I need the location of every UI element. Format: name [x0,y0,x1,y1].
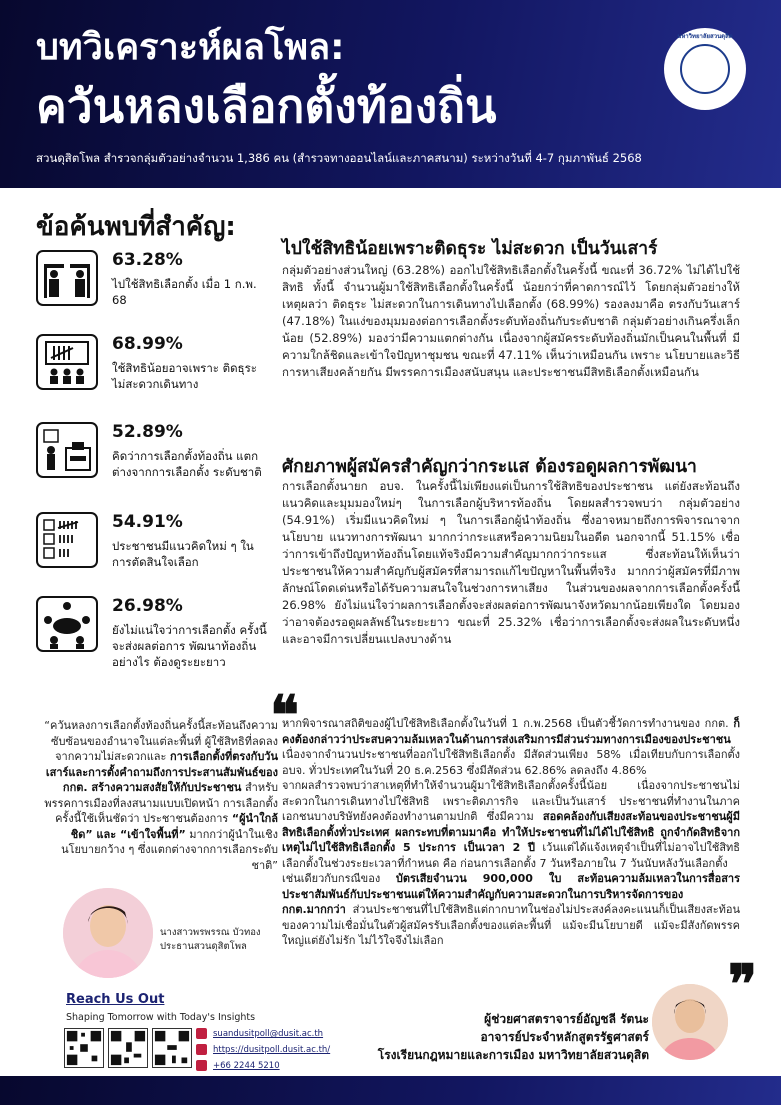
quote-right-text: จากผลสำรวจพบว่าสาเหตุที่ทำให้จำนวนผู้มาใช้สิทธิเลือกตั้งครั้งนี้น้อย เนื่องจากประชาชนไม่สะดวกในการเดินทางไปใช้สิทธิ เพราะติดภารกิจ และเป็นวันเสาร์ ประชาชนที่ทำงานในภาคเอกชนบางบริษัทยังคงต้องทำงานตามปกติ ซึ่งมีความ [282,779,740,823]
section-2-title: ศักยภาพผู้สมัครสำคัญกว่ากระแส ต้องรอดูผลการพัฒนา [282,457,697,477]
quote-left-emphasis: “ผู้นำใกล้ชิด” และ “เข้าใจพื้นที่” [70,812,278,841]
reach-tagline: Shaping Tomorrow with Today's Insights [66,1012,256,1023]
finding-pct: 52.89% [112,422,183,442]
logo-text: มหาวิทยาลัยสวนดุสิต [677,33,733,40]
qr-code-icon[interactable] [108,1028,148,1068]
person-portrait-icon [652,984,728,1060]
quote-right-text: เช่นเดียวกับกรณีของ [282,872,381,885]
section-2-body: การเลือกตั้งนายก อบจ. ในครั้งนี้ไม่เพียงแต่เป็นการใช้สิทธิของประชาชน แต่ยังสะท้อนถึง แนวคิดและมุมมองใหม่ๆ ในการเลือกผู้บริหารท้องถิ่น โดยผลสำรวจพบว่า กลุ่มตัวอย่าง (54.91%) เริ่มมีแนวคิดใหม่ ๆ ในการเลือกผู้นำท้องถิ่น ซึ่งอาจหมายถึงการพิจารณาจากนโยบาย แนวทางการพัฒนา มากกว่ากระแสหรือความนิยมในอดีต นอกจากนี้ 51.15% เชื่อว่าการเข้าถึงปัญหาท้องถิ่นโดยแท้จริงมีความสำคัญมากกว่ากระแส ซึ่งสะท้อนให้เห็นว่าประชาชนให้ความสำคัญกับผู้สมัครที่สามารถแก้ไขปัญหาในพื้นที่จริง มากกว่าผู้สมัครที่มีภาพลักษณ์โดดเด่นหรือได้รับความสนใจในช่วงการหาเสียง ในส่วนของผลจากการเลือกตั้งครั้งนี้ 26.98% ยังไม่แน่ใจว่าผลการเลือกตั้งจะส่งผลต่อการพัฒนาจังหวัดมากน้อยเพียงใด โดยมองว่าอาจต้องรอดูผลลัพธ์ในระยะยาว ขณะที่ 25.32% เชื่อว่าการเลือกตั้งจะส่งผลในระดับหนึ่ง และอาจมีการเปลี่ยนแปลงบางด้าน [282,479,740,646]
university-logo [664,28,746,110]
phone-text[interactable]: +66 2244 5210 [213,1061,280,1071]
speaker-photo [63,888,153,978]
reach-title[interactable]: Reach Us Out [66,992,165,1007]
quote-right-text: เนื่องจากจำนวนประชาชนที่ออกไปใช้สิทธิเลือกตั้ง มีสัดส่วนเพียง 58% เมื่อเทียบกับการเลือกตั้ง อบจ. ทั่วประเทศในวันที่ 20 ธ.ค.2563 ซึ่งมีสัดส่วน 62.86% ลดลงถึง 4.86% [282,748,740,777]
speaker-role: ประธานสวนดุสิตโพล [160,941,247,952]
email-icon [196,1028,207,1039]
title-line-2: ควันหลงเลือกตั้งท้องถิ่น [36,79,497,133]
quote-right-text: ส่วนประชาชนที่ไปใช้สิทธิแต่กากบาทในช่องไม่ประสงค์ลงคะแนนก็เป็นเสียงสะท้อนของความไม่เชื่อมั่นในตัวผู้สมัครรับเลือกตั้งของแต่ละพื้นที่ แม้จะมีนโยบายดี แม้จะมีสังกัดพรรคใหญ่แต่ยังไม่รัก ไม่ไว้ใจจึงไม่เลือก [282,903,740,947]
quote-left-text: สำหรับพรรคการเมืองที่ลงสนามแบบเปิดหน้า การเลือกตั้งครั้งนี้ใช้เห็นชัดว่า ประชาชนต้องการ [44,781,278,825]
survey-subtitle: สวนดุสิตโพล สำรวจกลุ่มตัวอย่างจำนวน 1,386 คน (สำรวจทางออนไลน์และภาคสนาม) ระหว่างวันที่ 4-7 กุมภาพันธ์ 2568 [36,151,642,165]
finding-pct: 54.91% [112,512,183,532]
tally-board-icon [36,334,98,390]
quote-right [282,716,740,949]
finding-desc: ไปใช้สิทธิเลือกตั้ง เมื่อ 1 ก.พ. 68 [112,277,257,307]
header-banner [0,0,781,188]
finding-pct: 26.98% [112,596,183,616]
finding-desc: คิดว่าการเลือกตั้งท้องถิ่น แตกต่างจากการเลือกตั้ง ระดับชาติ [112,449,262,479]
author-block [378,1010,649,1064]
quote-right-text: หากพิจารณาสถิติของผู้ไปใช้สิทธิเลือกตั้งในวันที่ 1 ก.พ.2568 เป็นตัวชี้วัดการทำงานของ กกต. [282,717,729,730]
email-text[interactable]: suandusitpoll@dusit.ac.th [213,1029,324,1039]
candidate-tally-icon [36,512,98,568]
open-quote-icon: ❝ [270,683,300,747]
finding-desc: ยังไม่แน่ใจว่าการเลือกตั้ง ครั้งนี้จะส่งผลต่อการ พัฒนาท้องถิ่นอย่างไร ต้องดูระยะยาว [112,623,267,669]
quote-left [36,718,278,873]
section-1-title: ไปใช้สิทธิน้อยเพราะติดธุระ ไม่สะดวก เป็นวันเสาร์ [282,239,658,259]
qr-code-icon[interactable] [64,1028,104,1068]
speaker-caption [160,926,261,954]
quote-right-text: เว้นแต่ได้แจ้งเหตุจำเป็นที่ไม่อาจไปใช้สิทธิเลือกตั้งในช่วงระยะเวลาที่กำหนด คือ ก่อนการเลือกตั้ง 7 วันหรือภายใน 7 วันนับหลังวันเลือกตั้ง [282,841,740,870]
quote-left-emphasis: การเลือกตั้งที่ตรงกับวันเสาร์และการตั้งคำถามถึงการประสานสัมพันธ์ของ กกต. สร้างความสงสัยให้กับประชาชน [45,750,278,794]
quote-right-emphasis: สอดคล้องกับเสียงสะท้อนของประชาชนผู้มีสิทธิเลือกตั้งทั่วประเทศ ผลกระทบที่ตามมาคือ ทำให้ประชาชนที่ไม่ได้ไปใช้สิทธิ ถูกจำกัดสิทธิจากเหตุไม่ไปใช้สิทธิเลือกตั้ง 5 ประการ เป็นเวลา 2 ปี [282,810,740,854]
finding-pct: 63.28% [112,250,183,270]
globe-icon [196,1044,207,1055]
footer-band [0,1076,781,1105]
ballot-box-icon [36,422,98,478]
phone-icon [196,1060,207,1071]
findings-title: ข้อค้นพบที่สำคัญ: [36,212,236,242]
close-quote-icon: ❞ [728,952,758,1016]
person-portrait-icon [63,888,153,978]
voting-booth-icon [36,250,98,306]
quote-right-emphasis: บัตรเสียจำนวน 900,000 ใบ สะท้อนความล้มเหลวในการสื่อสาร ประชาสัมพันธ์กับประชาชนแต่ให้ความสำคัญกับความสะดวกในการบริหารจัดการของ กกต.มากกว่า [282,872,740,916]
author-affiliation: โรงเรียนกฎหมายและการเมือง มหาวิทยาลัยสวนดุสิต [377,1048,649,1062]
section-1-body: กลุ่มตัวอย่างส่วนใหญ่ (63.28%) ออกไปใช้สิทธิเลือกตั้งในครั้งนี้ ขณะที่ 36.72% ไม่ได้ไปใช้สิทธิ ทั้งนี้ จำนวนผู้มาใช้สิทธิเลือกตั้งในครั้งนี้ น้อยกว่าที่คาดการณ์ไว้ โดยกลุ่มตัวอย่างให้เหตุผลว่า ติดธุระ ไม่สะดวกในการเดินทางไปเลือกตั้ง (68.99%) รองลงมาคือ ตรงกับวันเสาร์ (47.18%) ในแง่ของมุมมองต่อการเลือกตั้งระดับท้องถิ่นกับระดับชาติ กลุ่มตัวอย่างเกินครึ่งเล็กน้อย (52.89%) มองว่ามีความแตกต่างกัน เนื่องจากผู้สมัครระดับท้องถิ่นมักเป็นคนในพื้นที่ มีความใกล้ชิดและเข้าใจปัญหาชุมชน ขณะที่ 47.11% เห็นว่าเหมือนกัน เพราะ นโยบายและวิธีการหาเสียงคล้ายกัน มีพรรคการเมืองสนับสนุน และประชาชนมีสิทธิเลือกตั้งเหมือนกัน [282,263,740,379]
meeting-table-icon [36,596,98,652]
quote-left-text: มากกว่าผู้นำในเชิงนโยบายกว้าง ๆ ซึ่งแตกต่างจากการเลือกระดับชาติ” [61,827,278,872]
qr-code-icon[interactable] [152,1028,192,1068]
contact-phone[interactable] [196,1060,280,1071]
quote-right-emphasis: ก็คงต้องกล่าวว่าประสบความล้มเหลวในด้านการส่งเสริมการมีส่วนร่วมทางการเมืองของประชาชน [282,717,740,746]
finding-desc: ใช้สิทธิน้อยอาจเพราะ ติดธุระ ไม่สะดวกเดินทาง [112,361,257,391]
website-text[interactable]: https://dusitpoll.dusit.ac.th/ [213,1045,331,1055]
finding-desc: ประชาชนมีแนวคิดใหม่ ๆ ในการตัดสินใจเลือก [112,539,254,569]
contact-email[interactable] [196,1028,323,1039]
author-position: อาจารย์ประจำหลักสูตรรัฐศาสตร์ [480,1030,649,1044]
author-photo [652,984,728,1060]
title-line-1: บทวิเคราะห์ผลโพล: [36,27,345,68]
author-name: ผู้ช่วยศาสตราจารย์อัญชลี รัตนะ [484,1012,649,1026]
logo-emblem-icon [680,44,730,94]
quote-left-text: “ควันหลงการเลือกตั้งท้องถิ่นครั้งนี้สะท้อนถึงความซับซ้อนของอำนาจในแต่ละพื้นที่ ผู้ใช้สิทธิที่ลดลงจากความไม่สะดวกและ [44,719,278,763]
contact-website[interactable] [196,1044,330,1055]
finding-pct: 68.99% [112,334,183,354]
speaker-name: นางสาวพรพรรณ บัวทอง [160,927,261,938]
